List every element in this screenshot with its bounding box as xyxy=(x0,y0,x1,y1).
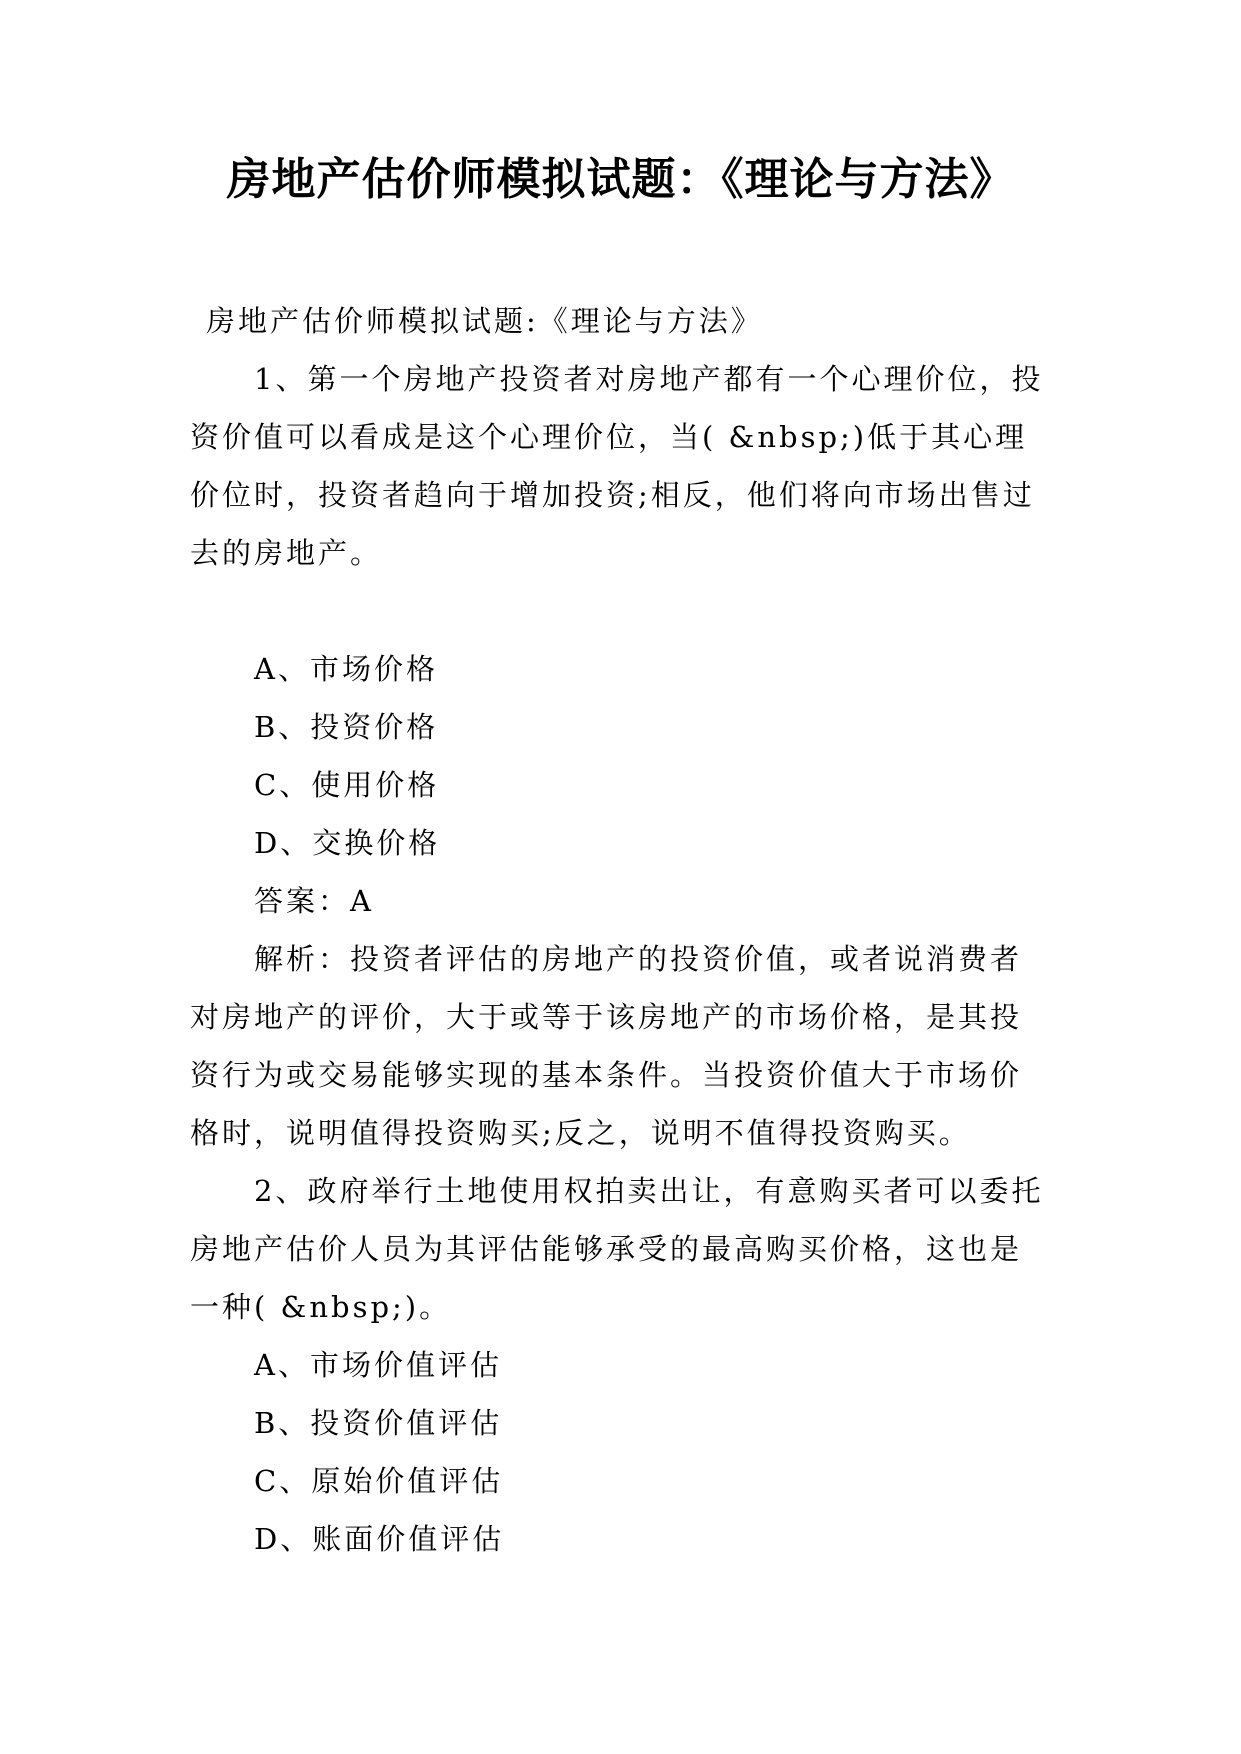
question-1-option-d: D、交换价格 xyxy=(254,826,441,860)
document-subtitle: 房地产估价师模拟试题:《理论与方法》 xyxy=(206,304,763,338)
document-body xyxy=(190,292,1050,1568)
question-2-stem: 2、政府举行土地使用权拍卖出让，有意购买者可以委托房地产估价人员为其评估能够承受的最高购买价格，这也是一种( &nbsp;)。 xyxy=(190,1174,1044,1324)
document-title: 房地产估价师模拟试题：《理论与方法》 xyxy=(226,154,1015,205)
question-1-answer: 答案：A xyxy=(254,884,374,918)
question-1-stem: 1、第一个房地产投资者对房地产都有一个心理价位，投资价值可以看成是这个心理价位，当( &nbsp;)低于其心理价位时，投资者趋向于增加投资;相反，他们将向市场出售过去的房地产。 xyxy=(190,362,1044,570)
question-1-analysis: 解析：投资者评估的房地产的投资价值，或者说消费者对房地产的评价，大于或等于该房地产的市场价格，是其投资行为或交易能够实现的基本条件。当投资价值大于市场价格时，说明值得投资购买;反之，说明不值得投资购买。 xyxy=(190,942,1023,1150)
blank-gap xyxy=(190,582,1050,640)
question-2-option-d: D、账面价值评估 xyxy=(254,1522,505,1556)
question-1-option-c: C、使用价格 xyxy=(254,768,440,802)
question-2-option-b: B、投资价值评估 xyxy=(254,1406,503,1440)
question-1-option-a: A、市场价格 xyxy=(254,652,438,686)
question-2-option-a: A、市场价值评估 xyxy=(254,1348,502,1382)
question-2-option-c: C、原始价值评估 xyxy=(254,1464,504,1498)
question-1-option-b: B、投资价格 xyxy=(254,710,439,744)
